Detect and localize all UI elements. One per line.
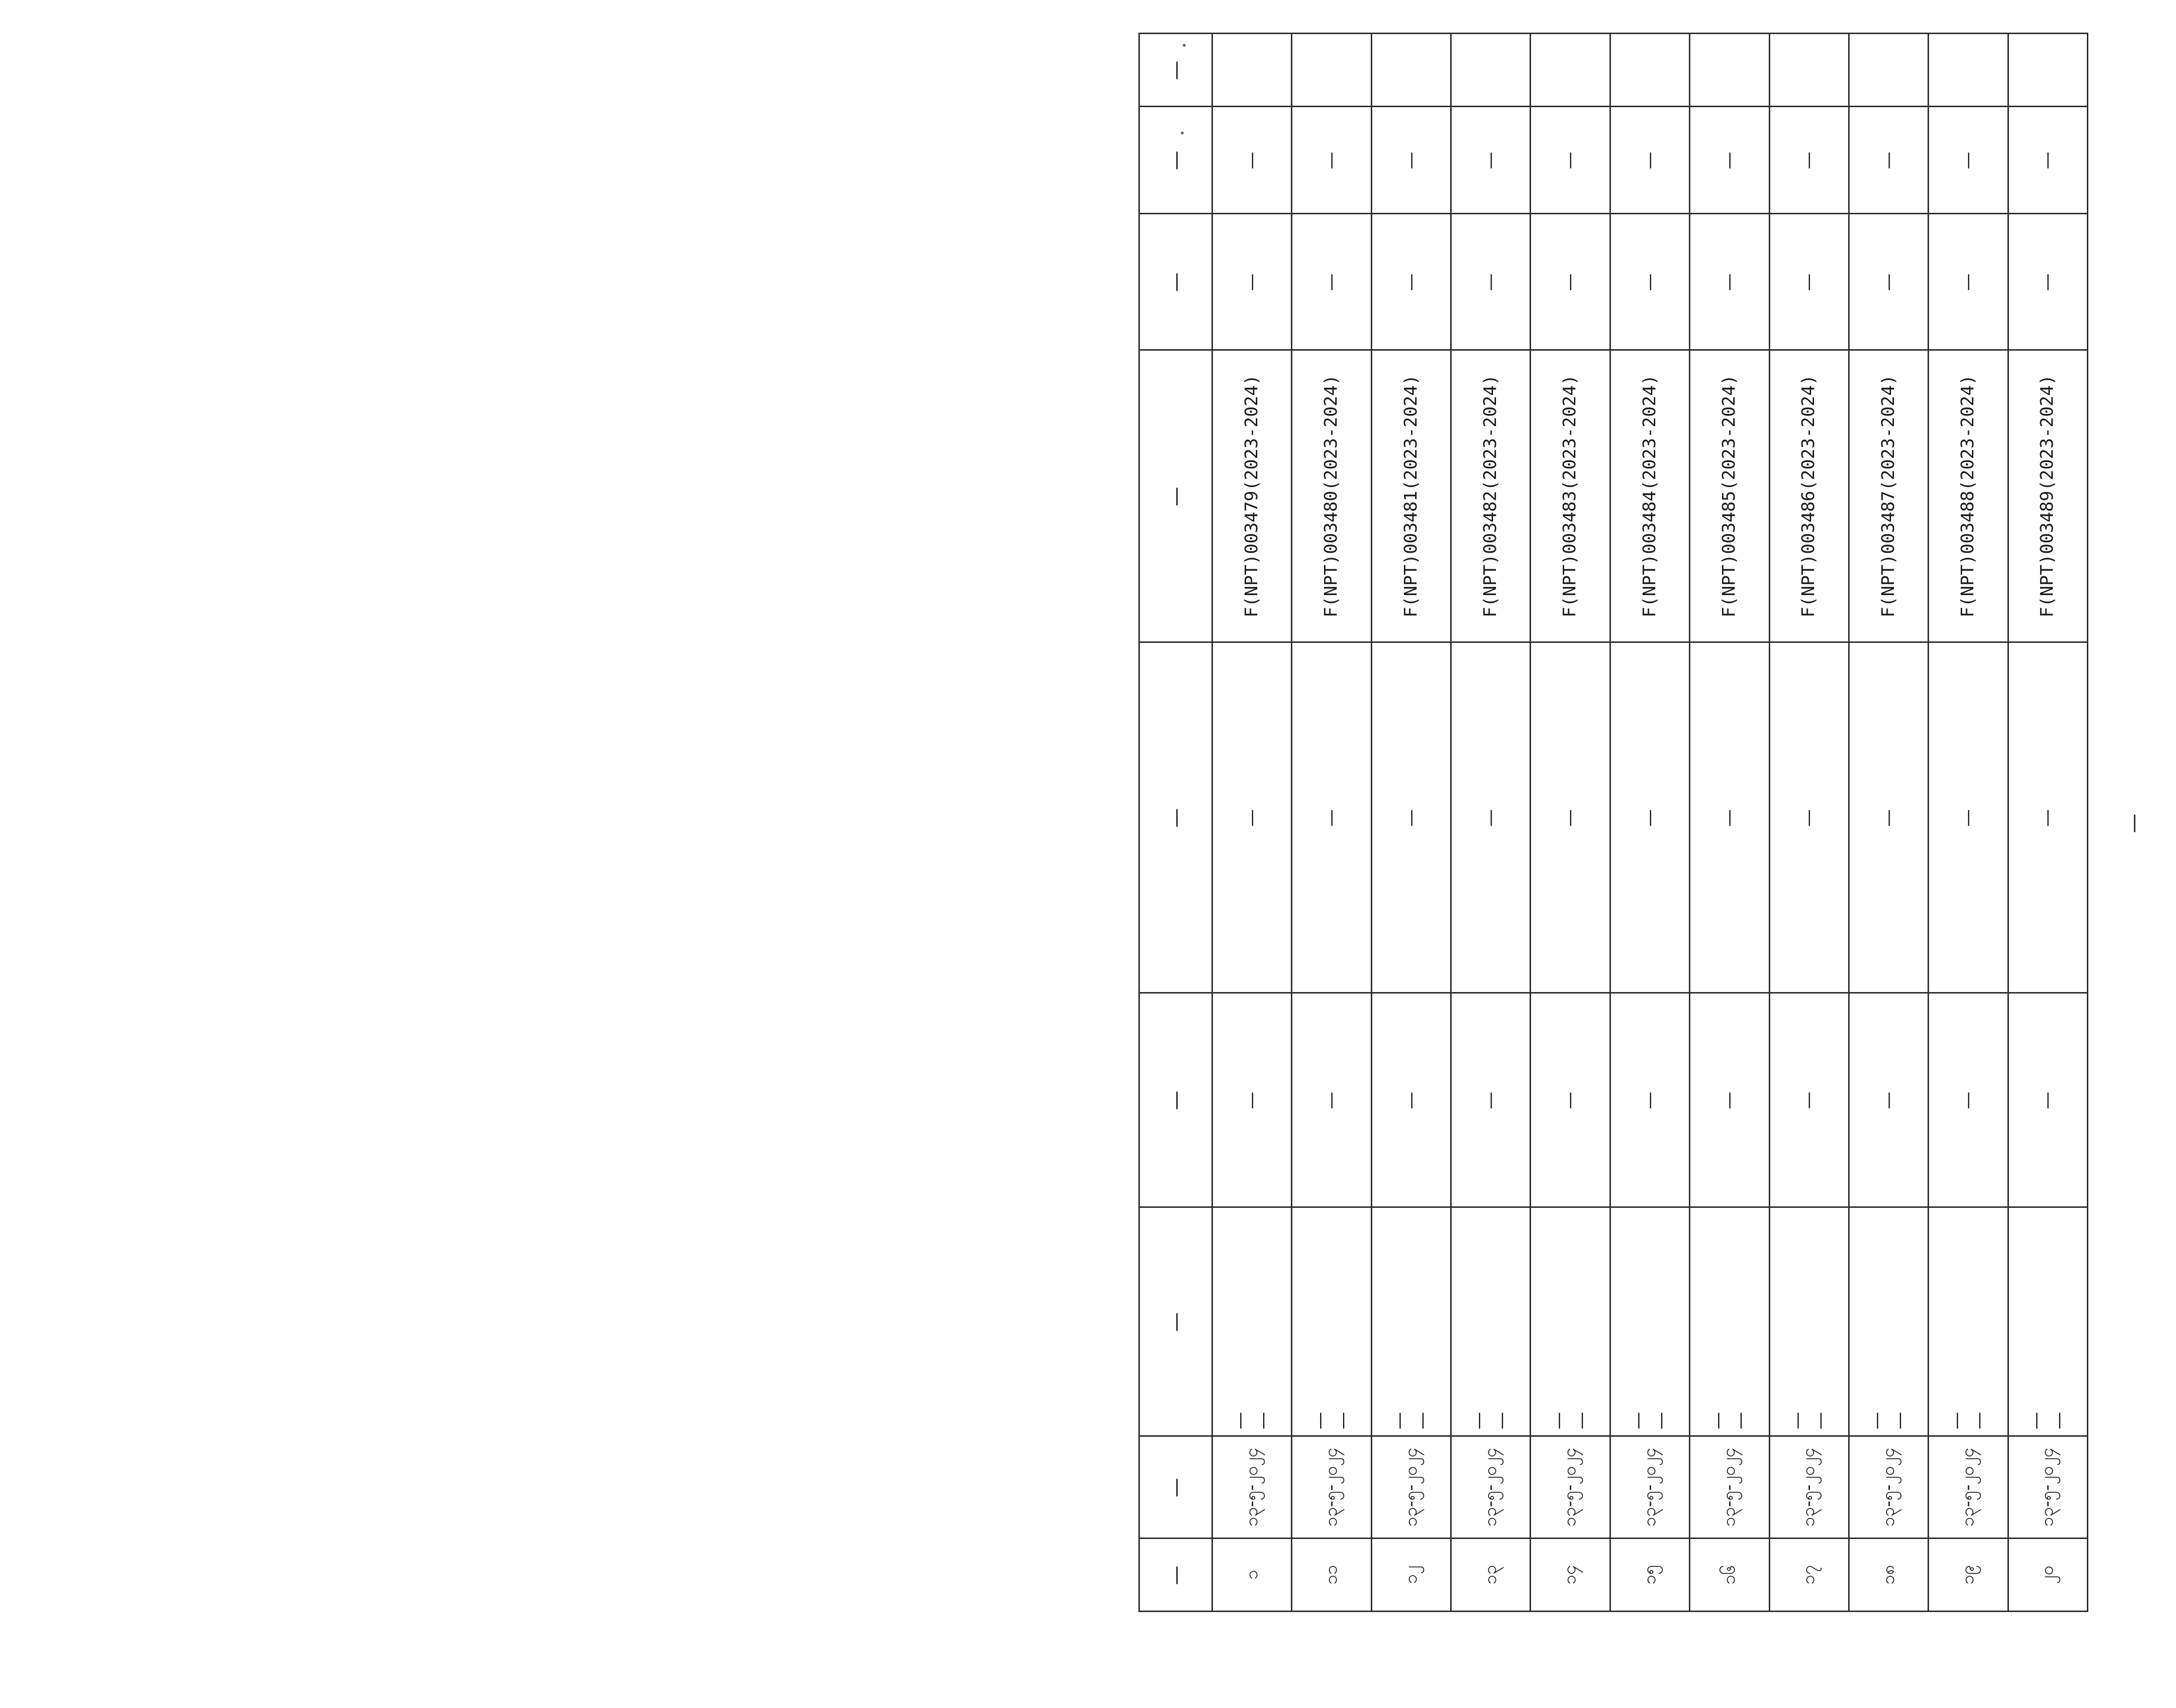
cell-remark (1769, 34, 1849, 107)
cell-no: ၁၄ (1531, 1539, 1610, 1612)
name-line: — (1309, 1411, 1330, 1429)
cell-reg-no: F(NPT)003483(2023-2024) (1531, 350, 1610, 642)
cell-reg-no: F(NPT)003480(2023-2024) (1292, 350, 1371, 642)
cell-no: ၁၇ (1769, 1539, 1849, 1612)
cell-type: — (2008, 107, 2087, 214)
scan-marks (1179, 29, 1189, 156)
name-line: — (1548, 1411, 1569, 1429)
header-address: — (1139, 642, 1212, 993)
header-reg-no: — (1139, 350, 1212, 642)
name-line: — (1787, 1411, 1807, 1429)
table-row (1292, 34, 1371, 1612)
cell-name (1849, 1207, 1928, 1436)
cell-town: — (1292, 214, 1371, 350)
cell-father: — (1769, 993, 1849, 1207)
table-row (1610, 34, 1689, 1612)
table-row (1849, 34, 1928, 1612)
name-line: — (1230, 1411, 1250, 1429)
cell-address: — (1451, 642, 1531, 993)
name-line: — (1469, 1411, 1489, 1429)
cell-remark (1531, 34, 1610, 107)
header-no: — (1139, 1539, 1212, 1612)
cell-town: — (1849, 214, 1928, 350)
cell-no: ၁ (1212, 1539, 1292, 1612)
cell-reg-no: F(NPT)003485(2023-2024) (1690, 350, 1769, 642)
cell-date: ၁၃-၅-၂၀၂၄ (1769, 1436, 1849, 1539)
cell-name (1451, 1207, 1531, 1436)
cell-father: — (1451, 993, 1531, 1207)
cell-father: — (1929, 993, 2008, 1207)
cell-father: — (1292, 993, 1371, 1207)
table-row (1531, 34, 1610, 1612)
cell-no: ၁၅ (1610, 1539, 1689, 1612)
name-line: — (1412, 1411, 1432, 1429)
cell-date: ၁၃-၅-၂၀၂၄ (1212, 1436, 1292, 1539)
cell-date: ၁၃-၅-၂၀၂၄ (1849, 1436, 1928, 1539)
cell-type: — (1690, 107, 1769, 214)
header-remark: — (1139, 34, 1212, 107)
cell-father: — (2008, 993, 2087, 1207)
document-sheet (1138, 34, 2176, 1612)
cell-no: ၁၃ (1451, 1539, 1531, 1612)
cell-type: — (1292, 107, 1371, 214)
cell-address: — (1531, 642, 1610, 993)
page-title: — (2122, 813, 2145, 833)
cell-no: ၁၁ (1292, 1539, 1371, 1612)
cell-town: — (1531, 214, 1610, 350)
name-line: — (1332, 1411, 1353, 1429)
cell-address: — (1690, 642, 1769, 993)
cell-name (2008, 1207, 2087, 1436)
cell-reg-no: F(NPT)003487(2023-2024) (1849, 350, 1928, 642)
cell-remark (1212, 34, 1292, 107)
scan-speck (1183, 44, 1186, 47)
table-row (1451, 34, 1531, 1612)
cell-address: — (1929, 642, 2008, 993)
cell-father: — (1531, 993, 1610, 1207)
cell-reg-no: F(NPT)003488(2023-2024) (1929, 350, 2008, 642)
cell-remark (1610, 34, 1689, 107)
name-line: — (2048, 1411, 2069, 1429)
cell-address: — (2008, 642, 2087, 993)
name-line: — (1253, 1411, 1273, 1429)
cell-type: — (1451, 107, 1531, 214)
cell-type: — (1371, 107, 1451, 214)
table-row (1769, 34, 1849, 1612)
cell-father: — (1690, 993, 1769, 1207)
cell-name (1212, 1207, 1292, 1436)
scan-speck (1181, 131, 1184, 134)
cell-date: ၁၃-၅-၂၀၂၄ (1929, 1436, 2008, 1539)
cell-name (1610, 1207, 1689, 1436)
name-line: — (1969, 1411, 1989, 1429)
table-row (1929, 34, 2008, 1612)
cell-father: — (1610, 993, 1689, 1207)
cell-remark (1929, 34, 2008, 107)
cell-address: — (1610, 642, 1689, 993)
cell-date: ၁၃-၅-၂၀၂၄ (1531, 1436, 1610, 1539)
cell-name (1690, 1207, 1769, 1436)
table-row (2008, 34, 2087, 1612)
cell-remark (1690, 34, 1769, 107)
cell-town: — (1451, 214, 1531, 350)
cell-type: — (1929, 107, 2008, 214)
cell-reg-no: F(NPT)003479(2023-2024) (1212, 350, 1292, 642)
cell-no: ၂၀ (2008, 1539, 2087, 1612)
name-line: — (1389, 1411, 1410, 1429)
name-line: — (1571, 1411, 1591, 1429)
name-line: — (1628, 1411, 1648, 1429)
cell-name (1371, 1207, 1451, 1436)
name-line: — (1810, 1411, 1830, 1429)
header-type: — (1139, 107, 1212, 214)
name-line: — (1650, 1411, 1671, 1429)
cell-remark (1292, 34, 1371, 107)
cell-date: ၁၃-၅-၂၀၂၄ (1690, 1436, 1769, 1539)
cell-type: — (1531, 107, 1610, 214)
cell-town: — (1929, 214, 2008, 350)
table-body (1212, 34, 2088, 1612)
cell-no: ၁၂ (1371, 1539, 1451, 1612)
cell-town: — (1212, 214, 1292, 350)
cell-remark (1451, 34, 1531, 107)
cell-date: ၁၃-၅-၂၀၂၄ (1451, 1436, 1531, 1539)
header-father: — (1139, 993, 1212, 1207)
cell-remark (1371, 34, 1451, 107)
cell-name (1531, 1207, 1610, 1436)
header-date: — (1139, 1436, 1212, 1539)
cell-reg-no: F(NPT)003482(2023-2024) (1451, 350, 1531, 642)
cell-name (1769, 1207, 1849, 1436)
cell-type: — (1769, 107, 1849, 214)
cell-address: — (1212, 642, 1292, 993)
name-line: — (1707, 1411, 1728, 1429)
records-table (1138, 33, 2088, 1612)
cell-type: — (1849, 107, 1928, 214)
cell-father: — (1371, 993, 1451, 1207)
name-line: — (1890, 1411, 1910, 1429)
cell-address: — (1371, 642, 1451, 993)
cell-reg-no: F(NPT)003486(2023-2024) (1769, 350, 1849, 642)
cell-town: — (2008, 214, 2087, 350)
cell-date: ၁၃-၅-၂၀၂၄ (1610, 1436, 1689, 1539)
cell-reg-no: F(NPT)003489(2023-2024) (2008, 350, 2087, 642)
cell-town: — (1371, 214, 1451, 350)
cell-address: — (1849, 642, 1928, 993)
cell-town: — (1769, 214, 1849, 350)
cell-date: ၁၃-၅-၂၀၂၄ (1371, 1436, 1451, 1539)
cell-address: — (1769, 642, 1849, 993)
name-line: — (1730, 1411, 1751, 1429)
cell-name (1929, 1207, 2008, 1436)
cell-name (1292, 1207, 1371, 1436)
table-row (1690, 34, 1769, 1612)
cell-town: — (1690, 214, 1769, 350)
table-header-row (1139, 34, 1212, 1612)
name-line: — (1867, 1411, 1887, 1429)
name-line: — (1946, 1411, 1967, 1429)
cell-remark (1849, 34, 1928, 107)
cell-date: ၁၃-၅-၂၀၂၄ (2008, 1436, 2087, 1539)
cell-remark (2008, 34, 2087, 107)
cell-reg-no: F(NPT)003484(2023-2024) (1610, 350, 1689, 642)
name-line: — (1492, 1411, 1512, 1429)
cell-no: ၁၈ (1849, 1539, 1928, 1612)
cell-date: ၁၃-၅-၂၀၂၄ (1292, 1436, 1371, 1539)
header-name: — (1139, 1207, 1212, 1436)
cell-father: — (1212, 993, 1292, 1207)
cell-type: — (1212, 107, 1292, 214)
header-town: — (1139, 214, 1212, 350)
table-row (1212, 34, 1292, 1612)
cell-address: — (1292, 642, 1371, 993)
cell-no: ၁၉ (1929, 1539, 2008, 1612)
table-row (1371, 34, 1451, 1612)
cell-town: — (1610, 214, 1689, 350)
cell-reg-no: F(NPT)003481(2023-2024) (1371, 350, 1451, 642)
cell-no: ၁၆ (1690, 1539, 1769, 1612)
name-line: — (2026, 1411, 2046, 1429)
cell-father: — (1849, 993, 1928, 1207)
cell-type: — (1610, 107, 1689, 214)
